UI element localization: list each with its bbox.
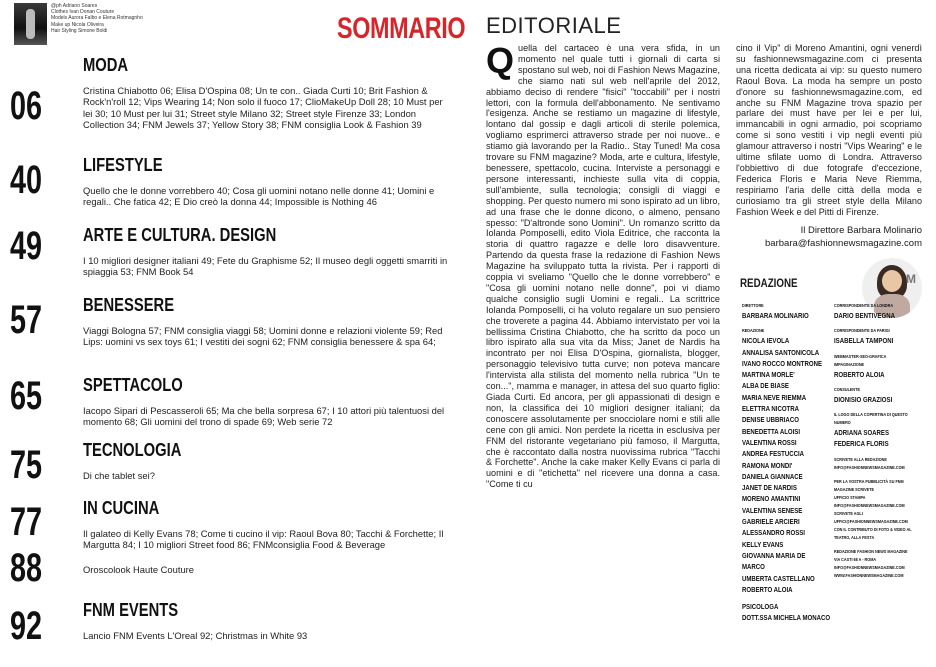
staff-name: DENISE UBBRIACO xyxy=(742,415,799,425)
staff-name: RAMONA MONDI' xyxy=(742,460,793,470)
staff-role: SCRIVETE AGLI UFFICI@FASHIONNEWSMAGAZINE.COM xyxy=(834,510,908,524)
staff-name: DOTT.SSA MICHELA MONACO xyxy=(742,613,831,623)
section-articles: Oroscolook Haute Couture xyxy=(83,564,194,575)
staff-name: GIOVANNA MARIA DE xyxy=(742,550,806,560)
staff-name: DARIO BENTIVEGNA xyxy=(834,311,895,320)
cover-photo-thumbnail xyxy=(14,3,47,45)
staff-name: MARCO xyxy=(742,562,765,572)
credit-line: @ph Adriano Soares xyxy=(51,3,98,9)
staff-role: INFO@FASHIONNEWSMAGAZINE.COM xyxy=(834,464,905,470)
credit-line: Clothes Ivan Donan Couture xyxy=(51,9,115,16)
staff-name: BENEDETTA ALOISI xyxy=(742,426,801,436)
staff-name: MARIA NEVE RIEMMA xyxy=(742,392,807,402)
credit-line: Hair Styling Simone Boldi xyxy=(51,27,108,34)
staff-name: ROBERTO ALOIA xyxy=(834,369,885,379)
section-page-number: 40 xyxy=(10,158,43,202)
staff-name: VALENTINA ROSSI xyxy=(742,437,797,447)
editorial-column-2: cino il Vip" di Moreno Amantini, ogni venerdì su fashionnewsmagazine.com ci presenta una ricetta dedicata ai vip: su questo numero Raoul Bova. La moda ha sempre un posto d'onore su fashionnewsmagazine.com, ed anche su FNM Magazine trova spazio per parlare dei must have per lei e per lui, immancabili in ogni armadio, poi scopriamo come si sono vestiti i vip negli eventi più glamour attraverso i nostri "Vips Wearing" e le ultime sfilate uomo di Londra. Attraverso l'obbiettivo di due fotografe d'eccezione, Federica Floris e Maria Neve Riemma, respiriamo l'aria delle città della moda e curiosiamo tra gli street style della Milano Fashion Week e del Pitti di Firenze. xyxy=(736,43,922,217)
staff-role: INFO@FASHIONNEWSMAGAZINE.COM xyxy=(834,564,905,570)
drop-cap: Q xyxy=(486,43,515,81)
staff-name: ALBA DE BIASE xyxy=(742,381,789,391)
staff-name: JANET DE NARDIS xyxy=(742,483,797,493)
staff-role: CORRISPONDENTE DA LONDRA xyxy=(834,303,894,308)
editorial-column-1 xyxy=(486,43,720,649)
section-page-number: 49 xyxy=(10,224,43,268)
staff-role: VIA CASTI 68 A - ROMA xyxy=(834,556,877,562)
section-articles: Cristina Chiabotto 06; Elisa D'Ospina 08; Un te con.. Giada Curti 10; Brit Fashion & Rock'n'roll 12; Vips Wearing 14; Non solo il fuoco 17; ClioMakeUp Doll 28; 10 Must per lei 30; 10 Must per lui 31; Street style Milano 32; Street style Firenze 33; London Collection 34; FNM Jewels 37; Yellow Story 38; FNM consiglia Look & Fashion 39 xyxy=(83,85,443,131)
section-articles: Il galateo di Kelly Evans 78; Come ti cucino il vip: Raoul Bova 80; Tacchi & Forchette; Il Margutta 84; I 10 migliori Street food 86; FNMconsiglia Food & Beverage xyxy=(83,528,444,551)
staff-name: FEDERICA FLORIS xyxy=(834,439,889,449)
staff-name: BARBARA MOLINARIO xyxy=(742,311,809,320)
staff-role: WEBMASTER-SEO-GRAFICA xyxy=(834,353,887,359)
photo-credits xyxy=(51,3,171,34)
staff-name: IVANO ROCCO MONTRONE xyxy=(742,358,823,368)
section-page-number: 65 xyxy=(10,374,43,418)
staff-role: INFO@FASHIONNEWSMAGAZINE.COM xyxy=(834,502,905,508)
staff-name: ALESSANDRO ROSSI xyxy=(742,528,805,538)
section-title[interactable]: TECNOLOGIA xyxy=(83,440,182,460)
section-title[interactable]: FNM EVENTS xyxy=(83,600,179,620)
director-email[interactable]: barbara@fashionnewsmagazine.com xyxy=(765,238,922,249)
section-page-number: 88 xyxy=(10,546,43,590)
editorial-signature xyxy=(736,224,922,250)
section-page-number: 92 xyxy=(10,604,43,648)
staff-name: UMBERTA CASTELLANO xyxy=(742,573,815,583)
staff-name: DANIELA GIANNACE xyxy=(742,471,803,481)
section-title[interactable]: SPETTACOLO xyxy=(83,375,183,395)
staff-name: NICOLA IEVOLA xyxy=(742,336,790,346)
section-page-number: 57 xyxy=(10,298,43,342)
staff-name: KELLY EVANS xyxy=(742,539,784,549)
section-page-number: 75 xyxy=(10,443,43,487)
editorial-text-1: uella del cartaceo è una vera sfida, in un momento nel quale tutti i giornali di carta si spostano sul web, noi di Fashion News Magazine, che siamo nati sul web nell'aprile del 2012, abbiamo deciso di rendere "fisici" "toccabili" per i nostri lettori, con la formula dell'abbonamento. Ne sentivamo l'esigenza. Anche se restiamo un magazine di lifestyle, lontano dal gossip e dagli articoli di sterile polemica, vogliamo esprimerci attraverso strade per noi nuove.. e stiamo già lavorando per la Radio.. Stay Tuned! Ma cosa trovare su FNM magazine? Moda, arte e cultura, lifestyle, benessere, spettacolo, cucina. Interviste a personaggi e persone interessanti, inchieste sulla vita di coppia, sull'ambiente, sulla tecnologia; consigli di viaggi e shopping. Per questo numero mi sono ispirato ad un libro, ad una frase che le donne dicono, o almeno, pensano spesso: "D'altronde sono Uomini". Un romanzo scritto da Iolanda Pomposelli, edito Viola Editrice, che racconta la storia di quattro ragazze e delle loro disavventure. Partendo da questa frase la redazione di Fashion News Magazine ha sviluppato tutta la rivista. Per i rapporti di coppia vi sveliamo "Quello che le donne vorrebbero" e "Cosa gli uomini notano nelle donne", poi vi diamo qualche consiglio sugli Uomini e regali.. La scrittrice Iolanda Pomposelli, ci ha voluto regalare un suo pensiero che troverete a pagina 44. Abbiamo intervistato per voi la bellissima Cristina Chiabotto, che ha scritto da poco un libro ispirato alla sua vita da Miss; Janet de Nardis ha incontrato per noi Elisa D'Ospina, giornalista, blogger, personaggio televisivo tutta curve; non poteva mancare l'intervista alla stilista del momento nella rubrica "Un te con...", mamma e manager, in attesa del suo quarto figlio: Giada Curti. Ed ancora, per gli appassionati di design e non, la classifica dei 10 migliori designer italiani; da conoscere assolutamente per snocciolare nomi e stili alle cene con gli amici. Non perdete la ricetta in esclusiva per FNM del ristorante vegetariano più famoso, il Margutta, che è raccontato dalla nostra nuovissima rubrica "Tacchi & Forchette". Anche la cake maker Kelly Evans ci parla di uomini e di "etichetta" nel ricevere una donna a casa. "Come ti cu xyxy=(486,43,720,490)
background-logo: M xyxy=(906,272,916,286)
staff-name: VALENTINA SENESE xyxy=(742,505,803,515)
section-title[interactable]: IN CUCINA xyxy=(83,498,160,518)
staff-name: PSICOLOGA xyxy=(742,602,779,612)
staff-role: REDAZIONE xyxy=(742,328,765,334)
section-title[interactable]: BENESSERE xyxy=(83,295,175,315)
staff-name: ADRIANA SOARES xyxy=(834,428,890,438)
staff-role: UFFICIO STAMPA xyxy=(834,494,866,500)
face-shape xyxy=(882,270,902,292)
section-articles: Quello che le donne vorrebbero 40; Cosa gli uomini notano nelle donne 41; Uomini e regali.. Che fatica 42; E Dio creò la donna 44; Impossible is Nothing 46 xyxy=(83,185,435,208)
section-articles: I 10 migliori designer italiani 49; Fete du Graphisme 52; Il museo degli oggetti smarriti in spiaggia 53; FNM Book 54 xyxy=(83,255,448,278)
staff-name: GABRIELE ARCIERI xyxy=(742,517,800,527)
staff-role: CON IL CONTRIBUTO DI FOTO & VIDEO AL TEATRO, ALLA FESTA xyxy=(834,526,912,540)
section-page-number: 77 xyxy=(10,500,43,544)
staff-role: REDAZIONE FASHION NEWS MAGAZINE xyxy=(834,548,908,554)
director-signature: Il Direttore Barbara Molinario xyxy=(800,225,922,236)
staff-role: IL LOGO DELLA COPERTINA DI QUESTO NUMERO xyxy=(834,412,908,426)
staff-name: ROBERTO ALOIA xyxy=(742,584,793,594)
staff-role: PER LA VOSTRA PUBBLICITÀ SU FNM MAGAZINE SCRIVETE xyxy=(834,478,904,492)
staff-name: MARTINA MORLE' xyxy=(742,370,795,380)
credit-line: Models Aurora Falbo e Elena Rotmagnho xyxy=(51,15,143,22)
section-title[interactable]: MODA xyxy=(83,55,129,75)
section-articles: Iacopo Sipari di Pescasseroli 65; Ma che bella sorpresa 67; I 10 attori più talentuosi del momento 68; Gli uomini del trono di spade 69; Web serie 72 xyxy=(83,405,445,428)
staff-name: ELETTRA NICOTRA xyxy=(742,404,800,414)
section-articles: Di che tablet sei? xyxy=(83,470,155,481)
section-articles: Viaggi Bologna 57; FNM consiglia viaggi 58; Uomini donne e relazioni violente 59; Red Lips: uomini vs sex toys 61; I vestiti dei sogni 62; FNM consiglia benessere & spa 64; xyxy=(83,325,443,348)
redazione-title: REDAZIONE xyxy=(740,278,798,290)
staff-role: CONSULENTE xyxy=(834,386,860,392)
staff-role: WWW.FASHIONNEWSMAGAZINE.COM xyxy=(834,572,904,578)
staff-name: MORENO AMANTINI xyxy=(742,494,801,504)
section-page-number: 06 xyxy=(10,84,43,128)
staff-name: ANDREA FESTUCCIA xyxy=(742,449,805,459)
staff-name: DIONISIO GRAZIOSI xyxy=(834,394,893,404)
editoriale-title: EDITORIALE xyxy=(486,13,622,38)
sommario-title: SOMMARIO xyxy=(337,12,466,45)
section-articles: Lancio FNM Events L'Oreal 92; Christmas in White 93 xyxy=(83,630,308,641)
staff-name: ANNALISA SANTONICOLA xyxy=(742,347,820,357)
staff-role: DIRETTORE xyxy=(742,303,764,308)
section-title[interactable]: LIFESTYLE xyxy=(83,155,163,175)
staff-role: SCRIVETE ALLA REDAZIONE xyxy=(834,456,887,462)
staff-list-right xyxy=(834,302,936,580)
staff-role: CORRISPONDENTE DA PARIGI xyxy=(834,328,890,334)
staff-name: ISABELLA TAMPONI xyxy=(834,336,894,346)
credit-line: Make up Nicola Oliveira xyxy=(51,21,104,28)
staff-role: IMPAGINAZIONE xyxy=(834,361,865,367)
section-title[interactable]: ARTE E CULTURA. DESIGN xyxy=(83,225,277,245)
